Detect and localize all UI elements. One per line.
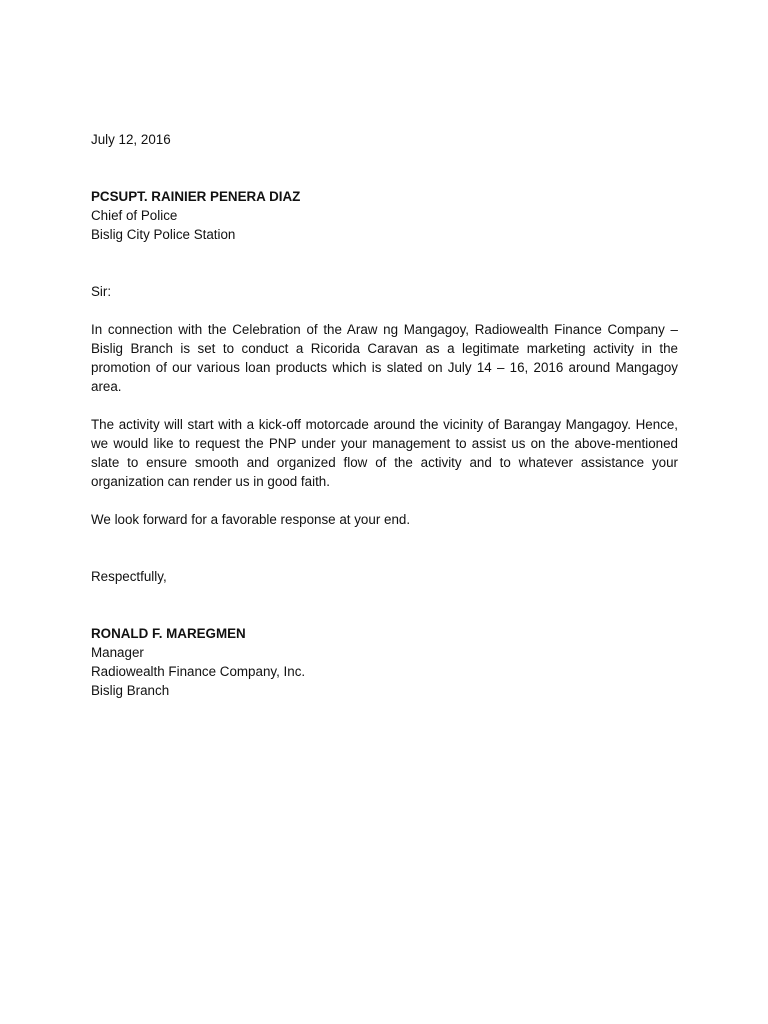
recipient-block [91, 187, 678, 244]
recipient-name: PCSUPT. RAINIER PENERA DIAZ [91, 189, 301, 204]
closing-block [91, 567, 678, 586]
body-paragraph-1: In connection with the Celebration of the Araw ng Mangagoy, Radiowealth Finance Company – Bislig Branch is set to conduct a Ricorida Caravan as a legitimate marketing activity in the promotion of our various loan products which is slated on July 14 – 16, 2016 around Mangagoy area. [91, 322, 678, 394]
recipient-title: Chief of Police [91, 208, 178, 223]
sender-branch: Bislig Branch [91, 683, 170, 698]
letter-date-block [91, 130, 678, 149]
sender-company: Radiowealth Finance Company, Inc. [91, 664, 306, 679]
recipient-office: Bislig City Police Station [91, 227, 236, 242]
sender-title: Manager [91, 645, 144, 660]
sender-name: RONALD F. MAREGMEN [91, 626, 246, 641]
salutation-block [91, 282, 678, 301]
letter-date: July 12, 2016 [91, 132, 171, 147]
body-paragraph-2: The activity will start with a kick-off motorcade around the vicinity of Barangay Mangagoy. Hence, we would like to request the PNP under your management to assist us on the above-mentioned slate to ensure smooth and organized flow of the activity and to whatever assistance your organization can render us in good faith. [91, 417, 678, 489]
closing: Respectfully, [91, 569, 167, 584]
body-paragraph-3: We look forward for a favorable response at your end. [91, 512, 411, 527]
salutation: Sir: [91, 284, 112, 299]
sender-block [91, 624, 678, 700]
